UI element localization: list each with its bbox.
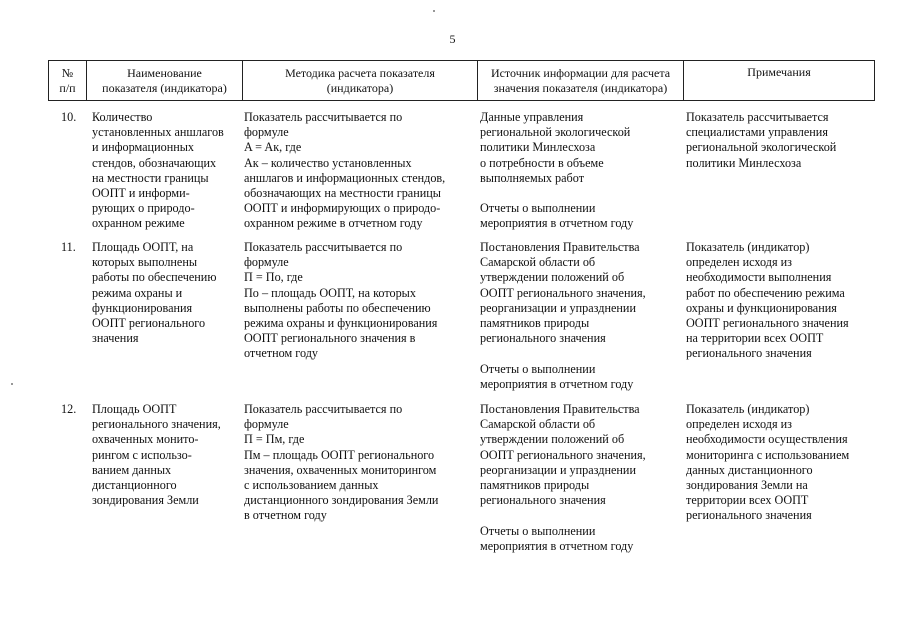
text-line: охранном режиме в отчетном году [244, 216, 423, 231]
text-line: региональной экологической [480, 125, 631, 140]
header-num-line: п/п [59, 80, 76, 95]
formula-line: П = Пм, где [244, 432, 305, 447]
text-line: ООПТ регионального [92, 316, 206, 331]
text-line: охранном режиме [92, 216, 185, 231]
text-line: ООПТ и информи- [92, 186, 190, 201]
text-line: памятников природы [480, 478, 590, 493]
text-line: рингом с использо- [92, 447, 192, 462]
text-line: реорганизации и упразднении [480, 462, 636, 477]
notes [683, 402, 874, 524]
notes [683, 240, 874, 362]
text-line: ванием данных [92, 462, 172, 477]
text-line: выполнены работы по обеспечению [244, 300, 431, 315]
calculation-method [242, 402, 477, 524]
header-name-line: Наименование [127, 65, 202, 80]
text-line: ООПТ и информирующих о природо- [244, 201, 441, 216]
text-line: памятников природы [480, 316, 590, 331]
text-line: аншлагов и информационных стендов, [244, 170, 446, 185]
text-line: определен исходя из [686, 417, 792, 432]
text-line: регионального значения [480, 331, 606, 346]
text-line: Площадь ООПТ [92, 402, 177, 416]
text-line: которых выполнены [92, 255, 198, 270]
text-line: реорганизации и упразднении [480, 300, 636, 315]
text-line: мероприятия в отчетном году [480, 538, 634, 553]
table-header [48, 60, 875, 101]
text-line: данных дистанционного [686, 462, 813, 477]
calculation-method [242, 110, 477, 232]
table-body [48, 110, 874, 554]
text-line: стендов, обозначающих [92, 155, 217, 170]
text-line: Постановления Правительства [480, 402, 640, 416]
text-line: Данные управления [480, 110, 584, 124]
text-line: на территории всех ООПТ [686, 331, 824, 346]
text-line: мониторинга с использованием [686, 447, 850, 462]
row-number: 10. [61, 110, 77, 124]
page-number: 5 [449, 32, 456, 46]
indicator-name [86, 240, 242, 346]
text-line: выполняемых работ [480, 170, 585, 185]
text-line: ООПТ регионального значения в [244, 331, 416, 346]
text-line: в отчетном году [244, 508, 327, 523]
information-source [477, 402, 683, 554]
scan-speck [11, 383, 13, 385]
text-line: охраны и функционирования [686, 300, 837, 315]
text-line: специалистами управления [686, 125, 828, 140]
text-line: и информационных [92, 140, 195, 155]
formula-line: П = По, где [244, 270, 303, 285]
text-line: с использованием данных [244, 478, 379, 493]
text-line: значения [92, 331, 139, 346]
text-line: мероприятия в отчетном году [480, 376, 634, 391]
header-num-line: № [61, 65, 74, 80]
text-line: Показатель рассчитывается по [244, 402, 403, 416]
text-line: режима охраны и [92, 285, 183, 300]
text-line: значения, охваченных мониторингом [244, 462, 437, 477]
notes [683, 110, 874, 171]
indicator-name [86, 402, 242, 508]
text-line: регионального значения [480, 493, 606, 508]
text-line: мероприятия в отчетном году [480, 216, 634, 231]
text-line: Отчеты о выполнении [480, 523, 596, 538]
text-line: территории всех ООПТ [686, 493, 809, 508]
text-line: Отчеты о выполнении [480, 201, 596, 216]
text-line: ООПТ регионального значения [686, 316, 849, 331]
text-line: региональной экологической [686, 140, 837, 155]
formula-line: A = Aк, где [244, 140, 302, 155]
text-line: установленных аншлагов [92, 125, 224, 140]
text-line: Отчеты о выполнении [480, 361, 596, 376]
information-source [477, 240, 683, 392]
text-line: отчетном году [244, 346, 318, 361]
text-line: Постановления Правительства [480, 240, 640, 254]
text-line: охваченных монито- [92, 432, 199, 447]
table-row [48, 110, 874, 240]
header-name-line: показателя (индикатора) [102, 80, 227, 95]
header-method [243, 61, 478, 101]
text-line: о потребности в объеме [480, 155, 604, 170]
text-line: Aк – количество установленных [244, 155, 412, 170]
text-line: утверждении положений об [480, 270, 625, 285]
text-line: формуле [244, 417, 289, 432]
text-line: Количество [92, 110, 153, 124]
paragraph-gap [480, 186, 683, 201]
indicator-name [86, 110, 242, 232]
text-line: дистанционного [92, 478, 177, 493]
text-line: Показатель (индикатор) [686, 402, 810, 416]
text-line: работы по обеспечению [92, 270, 217, 285]
header-source-line: Источник информации для расчета [490, 65, 671, 80]
text-line: определен исходя из [686, 255, 792, 270]
row-number: 12. [61, 402, 77, 416]
text-line: Показатель рассчитывается по [244, 240, 403, 254]
text-line: зондирования Земли на [686, 478, 808, 493]
table-row [48, 240, 874, 402]
paragraph-gap [480, 508, 683, 523]
text-line: обозначающих на местности границы [244, 186, 441, 201]
text-line: на местности границы [92, 170, 209, 185]
text-line: формуле [244, 255, 289, 270]
text-line: ООПТ регионального значения, [480, 285, 646, 300]
text-line: функционирования [92, 300, 193, 315]
header-source [478, 61, 684, 101]
text-line: дистанционного зондирования Земли [244, 493, 439, 508]
text-line: необходимости осуществления [686, 432, 848, 447]
text-line: зондирования Земли [92, 493, 199, 508]
text-line: режима охраны и функционирования [244, 316, 438, 331]
calculation-method [242, 240, 477, 362]
text-line: политики Минлесхоза [480, 140, 596, 155]
text-line: регионального значения [686, 508, 812, 523]
text-line: регионального значения [686, 346, 812, 361]
text-line: политики Минлесхоза [686, 155, 802, 170]
text-line: Площадь ООПТ, на [92, 240, 194, 254]
text-line: Показатель рассчитывается по [244, 110, 403, 124]
text-line: Пм – площадь ООПТ регионального [244, 447, 435, 462]
text-line: Самарской области об [480, 255, 596, 270]
text-line: Показатель рассчитывается [686, 110, 829, 124]
text-line: утверждении положений об [480, 432, 625, 447]
text-line: формуле [244, 125, 289, 140]
text-line: Самарской области об [480, 417, 596, 432]
text-line: рующих о природо- [92, 201, 195, 216]
paragraph-gap [480, 346, 683, 361]
text-line: необходимости выполнения [686, 270, 832, 285]
header-note [684, 61, 875, 101]
scan-speck [433, 10, 435, 12]
header-note-line: Примечания [747, 65, 811, 79]
header-source-line: значения показателя (индикатора) [493, 80, 668, 95]
header-method-line: (индикатора) [326, 80, 394, 95]
text-line: По – площадь ООПТ, на которых [244, 285, 416, 300]
table-row [48, 402, 874, 554]
information-source [477, 110, 683, 232]
text-line: ООПТ регионального значения, [480, 447, 646, 462]
header-method-line: Методика расчета показателя [285, 65, 435, 80]
header-num [49, 61, 87, 101]
text-line: регионального значения, [92, 417, 221, 432]
header-name [87, 61, 243, 101]
text-line: работ по обеспечению режима [686, 285, 845, 300]
row-number: 11. [61, 240, 76, 254]
text-line: Показатель (индикатор) [686, 240, 810, 254]
